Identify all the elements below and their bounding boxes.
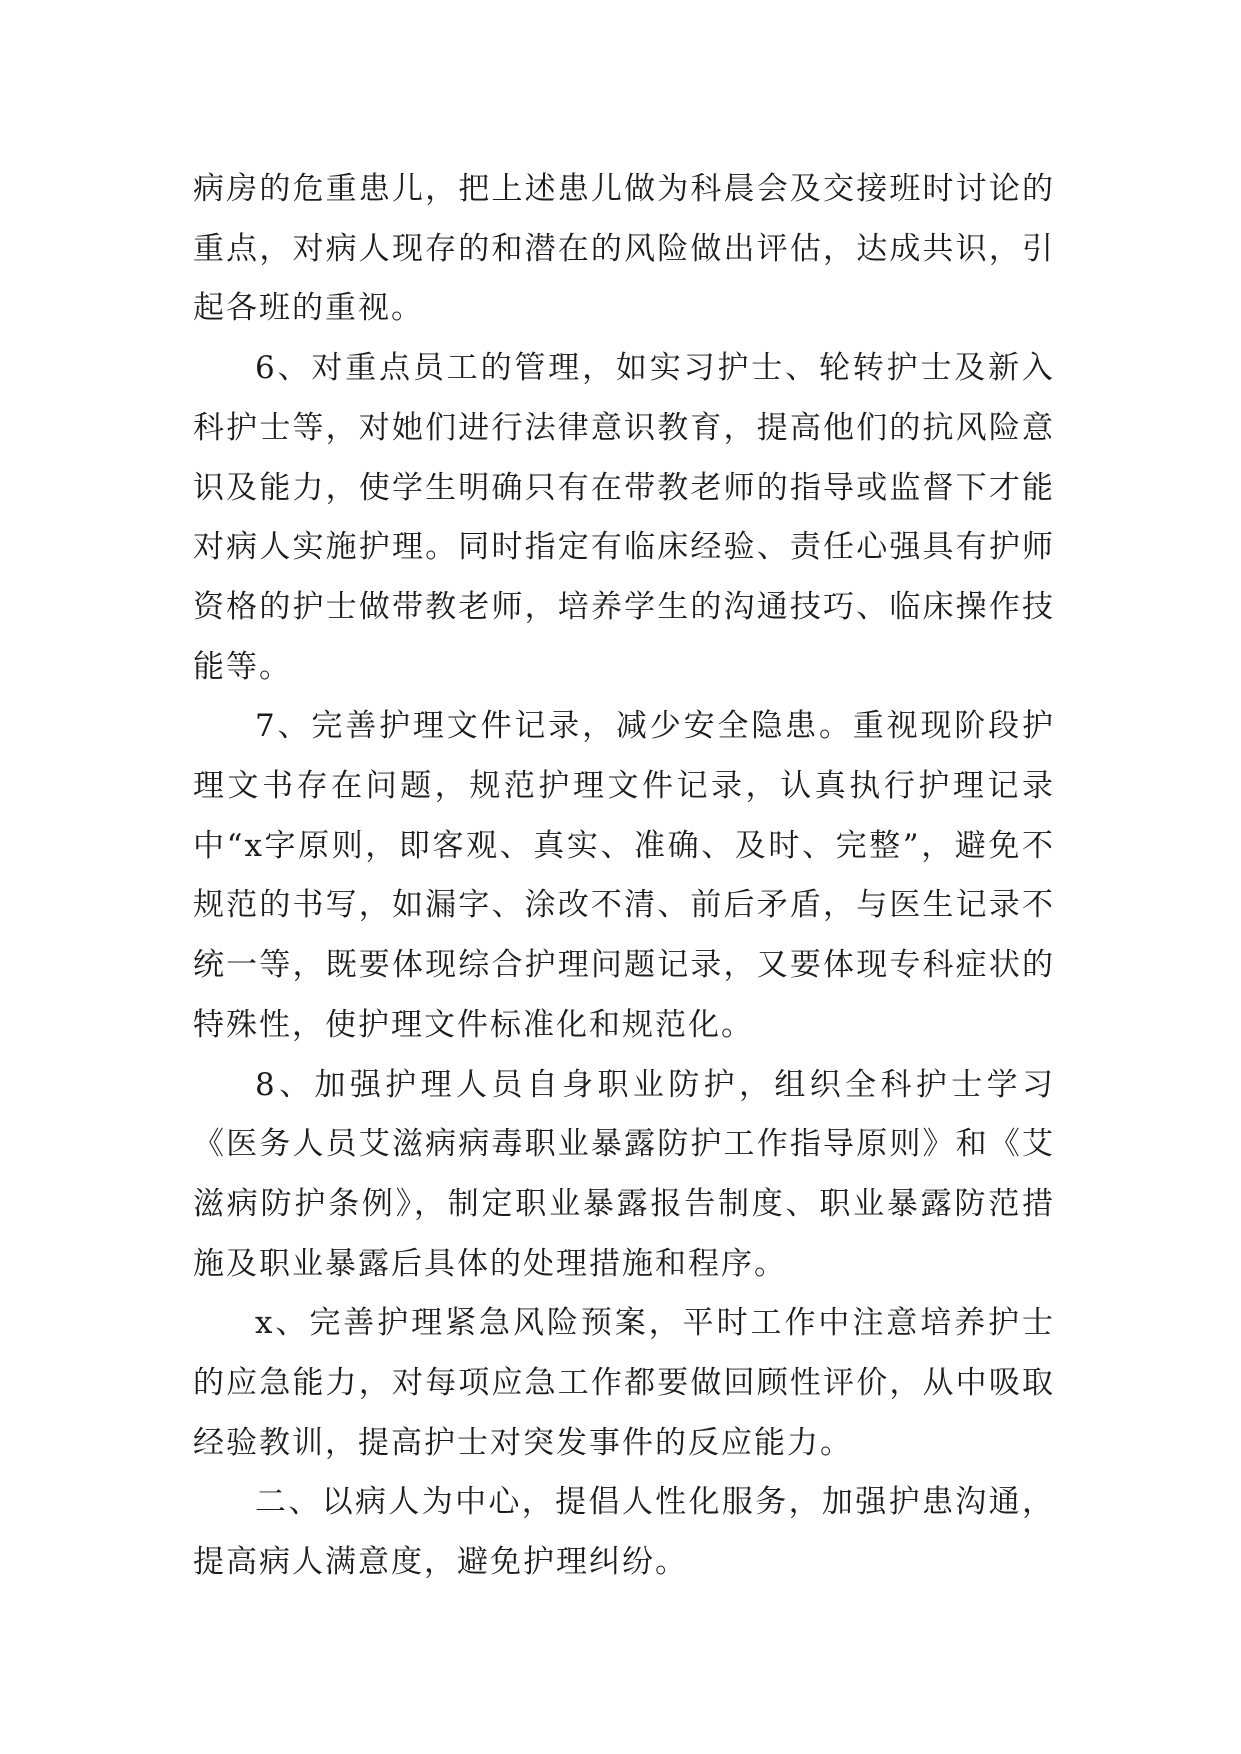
paragraph-continuation: 病房的危重患儿，把上述患儿做为科晨会及交接班时讨论的重点，对病人现存的和潜在的风险做出评估，达成共识，引起各班的重视。 bbox=[193, 171, 1055, 327]
paragraph-item-6: 6、对重点员工的管理，如实习护士、轮转护士及新入科护士等，对她们进行法律意识教育，提高他们的抗风险意识及能力，使学生明确只有在带教老师的指导或监督下才能对病人实施护理。同时指定有临床经验、责任心强具有护师资格的护士做带教老师，培养学生的沟通技巧、临床操作技能等。 bbox=[193, 350, 1055, 685]
paragraph-section-2: 二、以病人为中心，提倡人性化服务，加强护患沟通，提高病人满意度，避免护理纠纷。 bbox=[193, 1484, 1055, 1581]
document-body bbox=[193, 160, 1055, 1593]
paragraph-item-7: 7、完善护理文件记录，减少安全隐患。重视现阶段护理文书存在问题，规范护理文件记录，认真执行护理记录中“x字原则，即客观、真实、准确、及时、完整”，避免不规范的书写，如漏字、涂改不清、前后矛盾，与医生记录不统一等，既要体现综合护理问题记录，又要体现专科症状的特殊性，使护理文件标准化和规范化。 bbox=[193, 708, 1055, 1043]
paragraph-item-8: 8、加强护理人员自身职业防护，组织全科护士学习《医务人员艾滋病病毒职业暴露防护工作指导原则》和《艾滋病防护条例》，制定职业暴露报告制度、职业暴露防范措施及职业暴露后具体的处理措施和程序。 bbox=[193, 1066, 1055, 1282]
paragraph-item-x: x、完善护理紧急风险预案，平时工作中注意培养护士的应急能力，对每项应急工作都要做回顾性评价，从中吸取经验教训，提高护士对突发事件的反应能力。 bbox=[193, 1305, 1055, 1461]
